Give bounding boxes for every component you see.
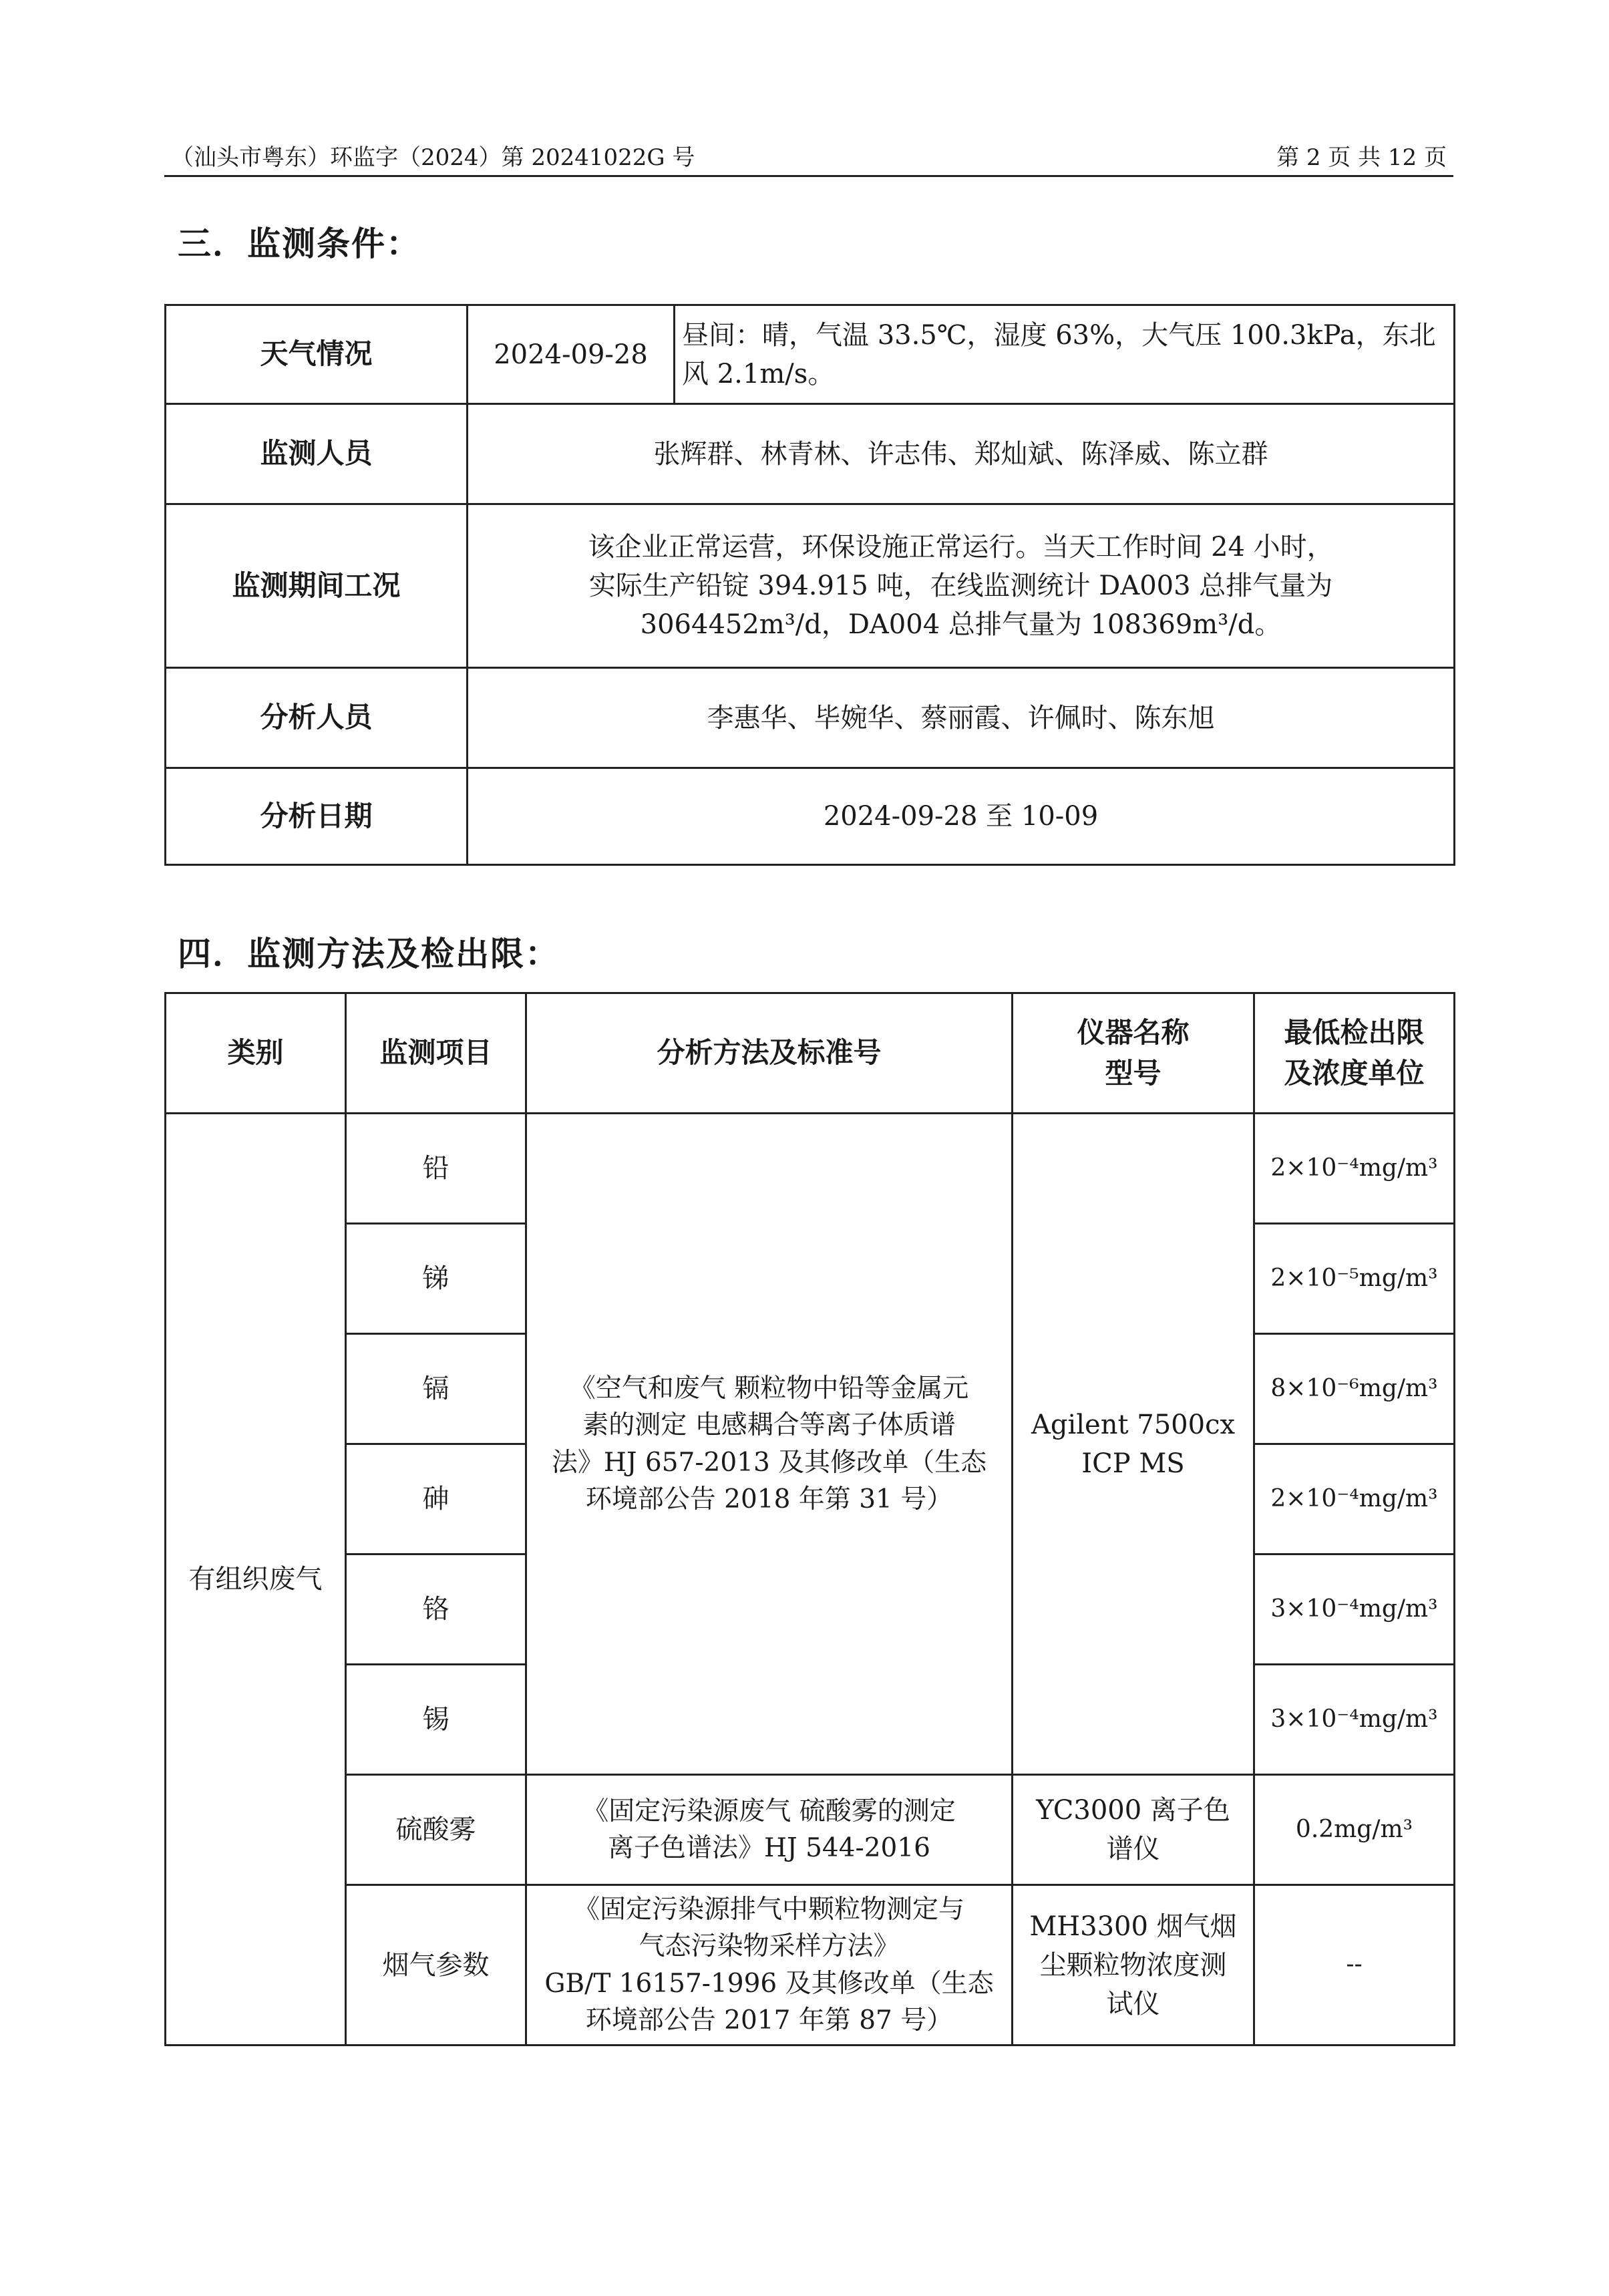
instrument-line: MH3300 烟气烟: [1029, 1911, 1237, 1942]
section3-title: 三．监测条件：: [178, 224, 421, 263]
personnel-label: 监测人员: [166, 404, 468, 504]
weather-description: 昼间：晴，气温 33.5℃，湿度 63%，大气压 100.3kPa，东北风 2.1m/s。: [675, 305, 1455, 404]
sulfuric-instrument-cell: [1013, 1775, 1254, 1885]
instrument-line: YC3000 离子色: [1036, 1795, 1230, 1826]
item-cell: 烟气参数: [346, 1885, 526, 2045]
page-header: [164, 134, 1453, 177]
header-limit-line: 及浓度单位: [1284, 1056, 1425, 1090]
header-limit-line: 最低检出限: [1284, 1015, 1425, 1049]
method-line: GB/T 16157-1996 及其修改单（生态: [544, 1968, 994, 1999]
method-line: 气态污染物采样方法》: [639, 1931, 900, 1962]
analysis-date-row: [166, 768, 1455, 865]
limit-cell: 2×10⁻⁴mg/m³: [1254, 1114, 1455, 1224]
limit-cell: 3×10⁻⁴mg/m³: [1254, 1554, 1455, 1665]
header-instrument-line: 型号: [1105, 1056, 1161, 1090]
method-line: 《空气和废气 颗粒物中铅等金属元: [569, 1373, 969, 1404]
document-number: （汕头市粤东）环监字（2024）第 20241022G 号: [171, 144, 695, 171]
header-instrument: [1013, 993, 1254, 1114]
weather-date: 2024-09-28: [468, 305, 675, 404]
analysis-date-value: 2024-09-28 至 10-09: [468, 768, 1455, 865]
limit-cell: 2×10⁻⁵mg/m³: [1254, 1224, 1455, 1334]
section4-title: 四．监测方法及检出限：: [178, 935, 560, 973]
limit-cell: 3×10⁻⁴mg/m³: [1254, 1665, 1455, 1775]
personnel-value: 张辉群、林青林、许志伟、郑灿斌、陈泽威、陈立群: [468, 404, 1455, 504]
method-line: 《固定污染源废气 硫酸雾的测定: [582, 1796, 956, 1826]
header-category: 类别: [166, 993, 346, 1114]
analysts-row: [166, 668, 1455, 768]
instrument-line: 尘颗粒物浓度测: [1039, 1949, 1227, 1981]
personnel-row: [166, 404, 1455, 504]
monitoring-conditions-table: [164, 304, 1455, 866]
page-info: 第 2 页 共 12 页: [1276, 144, 1447, 171]
conditions-row: [166, 504, 1455, 668]
header-instrument-line: 仪器名称: [1077, 1015, 1190, 1049]
category-cell: 有组织废气: [166, 1114, 346, 2045]
table-row: [166, 1114, 1455, 1224]
item-cell: 锑: [346, 1224, 526, 1334]
conditions-line: 实际生产铅锭 394.915 吨，在线监测统计 DA003 总排气量为: [588, 570, 1333, 601]
metals-method-cell: [526, 1114, 1013, 1775]
metals-instrument-cell: [1013, 1114, 1254, 1775]
method-line: 离子色谱法》HJ 544-2016: [608, 1833, 930, 1863]
instrument-line: 试仪: [1106, 1988, 1160, 2019]
analysts-label: 分析人员: [166, 668, 468, 768]
table-row: [166, 1775, 1455, 1885]
item-cell: 铬: [346, 1554, 526, 1665]
flue-method-cell: [526, 1885, 1013, 2045]
limit-cell: 8×10⁻⁶mg/m³: [1254, 1334, 1455, 1444]
limit-cell: 0.2mg/m³: [1254, 1775, 1455, 1885]
instrument-line: Agilent 7500cx: [1031, 1409, 1236, 1440]
method-line: 环境部公告 2018 年第 31 号）: [585, 1484, 953, 1514]
analysis-date-label: 分析日期: [166, 768, 468, 865]
weather-label: 天气情况: [166, 305, 468, 404]
sulfuric-method-cell: [526, 1775, 1013, 1885]
methods-header-row: [166, 993, 1455, 1114]
item-cell: 锡: [346, 1665, 526, 1775]
flue-instrument-cell: [1013, 1885, 1254, 2045]
analysts-value: 李惠华、毕婉华、蔡丽霞、许佩时、陈东旭: [468, 668, 1455, 768]
instrument-line: 谱仪: [1106, 1834, 1160, 1864]
conditions-label: 监测期间工况: [166, 504, 468, 668]
instrument-line: ICP MS: [1081, 1448, 1185, 1479]
item-cell: 镉: [346, 1334, 526, 1444]
conditions-line: 3064452m³/d，DA004 总排气量为 108369m³/d。: [640, 609, 1282, 640]
weather-row: [166, 305, 1455, 404]
limit-cell: 2×10⁻⁴mg/m³: [1254, 1444, 1455, 1554]
conditions-value: [468, 504, 1455, 668]
table-row: [166, 1885, 1455, 2045]
item-cell: 硫酸雾: [346, 1775, 526, 1885]
method-line: 法》HJ 657-2013 及其修改单（生态: [551, 1447, 987, 1478]
header-limit: [1254, 993, 1455, 1114]
header-method: 分析方法及标准号: [526, 993, 1013, 1114]
method-line: 素的测定 电感耦合等离子体质谱: [582, 1410, 956, 1441]
methods-table: [164, 992, 1455, 2046]
conditions-line: 该企业正常运营，环保设施正常运行。当天工作时间 24 小时，: [588, 532, 1334, 562]
header-item: 监测项目: [346, 993, 526, 1114]
limit-cell: --: [1254, 1885, 1455, 2045]
method-line: 《固定污染源排气中颗粒物测定与: [573, 1894, 964, 1925]
item-cell: 铅: [346, 1114, 526, 1224]
method-line: 环境部公告 2017 年第 87 号）: [585, 2005, 953, 2035]
item-cell: 砷: [346, 1444, 526, 1554]
